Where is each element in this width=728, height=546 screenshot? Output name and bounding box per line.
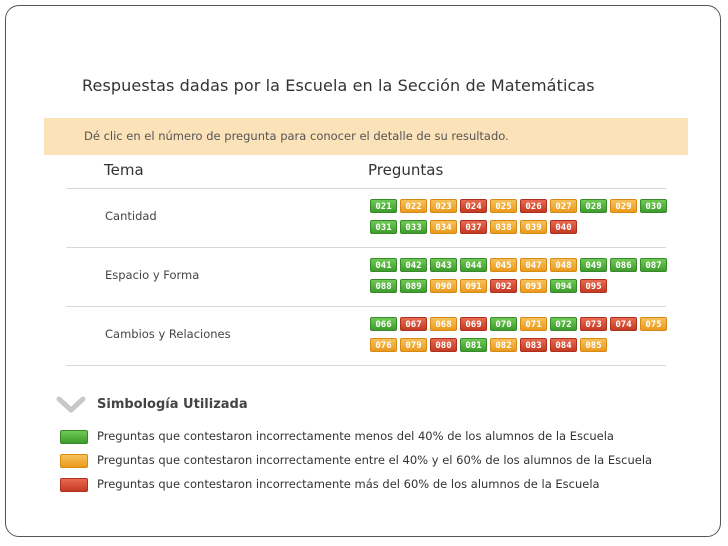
legend-swatch-orange xyxy=(60,454,88,468)
question-button-087[interactable]: 087 xyxy=(640,258,667,272)
question-button-066[interactable]: 066 xyxy=(370,317,397,331)
question-button-047[interactable]: 047 xyxy=(520,258,547,272)
question-button-085[interactable]: 085 xyxy=(580,338,607,352)
question-button-026[interactable]: 026 xyxy=(520,199,547,213)
question-row xyxy=(370,199,667,213)
question-button-076[interactable]: 076 xyxy=(370,338,397,352)
question-button-027[interactable]: 027 xyxy=(550,199,577,213)
legend-text-green: Preguntas que contestaron incorrectamente menos del 40% de los alumnos de la Escuela xyxy=(97,429,614,443)
question-button-082[interactable]: 082 xyxy=(490,338,517,352)
question-button-042[interactable]: 042 xyxy=(400,258,427,272)
question-row xyxy=(370,220,577,234)
question-button-071[interactable]: 071 xyxy=(520,317,547,331)
question-row xyxy=(370,338,607,352)
divider xyxy=(66,306,666,307)
question-button-022[interactable]: 022 xyxy=(400,199,427,213)
question-button-049[interactable]: 049 xyxy=(580,258,607,272)
question-button-023[interactable]: 023 xyxy=(430,199,457,213)
legend-swatch-green xyxy=(60,430,88,444)
page-title: Respuestas dadas por la Escuela en la Sección de Matemáticas xyxy=(82,76,595,95)
legend-text-orange: Preguntas que contestaron incorrectamente entre el 40% y el 60% de los alumnos de la Escuela xyxy=(97,453,653,467)
question-row xyxy=(370,317,667,331)
question-button-089[interactable]: 089 xyxy=(400,279,427,293)
question-button-048[interactable]: 048 xyxy=(550,258,577,272)
legend-text-red: Preguntas que contestaron incorrectamente más del 60% de los alumnos de la Escuela xyxy=(97,477,600,491)
question-button-029[interactable]: 029 xyxy=(610,199,637,213)
question-button-091[interactable]: 091 xyxy=(460,279,487,293)
question-button-084[interactable]: 084 xyxy=(550,338,577,352)
legend-swatch-red xyxy=(60,478,88,492)
question-button-086[interactable]: 086 xyxy=(610,258,637,272)
question-button-033[interactable]: 033 xyxy=(400,220,427,234)
question-button-074[interactable]: 074 xyxy=(610,317,637,331)
question-button-088[interactable]: 088 xyxy=(370,279,397,293)
question-button-037[interactable]: 037 xyxy=(460,220,487,234)
question-row xyxy=(370,258,667,272)
question-button-090[interactable]: 090 xyxy=(430,279,457,293)
divider xyxy=(66,247,666,248)
legend-title: Simbología Utilizada xyxy=(97,397,248,412)
question-button-079[interactable]: 079 xyxy=(400,338,427,352)
question-button-028[interactable]: 028 xyxy=(580,199,607,213)
divider xyxy=(66,188,666,189)
question-button-031[interactable]: 031 xyxy=(370,220,397,234)
question-button-083[interactable]: 083 xyxy=(520,338,547,352)
question-button-025[interactable]: 025 xyxy=(490,199,517,213)
column-header-preguntas: Preguntas xyxy=(368,161,444,179)
question-button-073[interactable]: 073 xyxy=(580,317,607,331)
question-button-034[interactable]: 034 xyxy=(430,220,457,234)
question-button-041[interactable]: 041 xyxy=(370,258,397,272)
question-button-040[interactable]: 040 xyxy=(550,220,577,234)
question-button-081[interactable]: 081 xyxy=(460,338,487,352)
question-button-044[interactable]: 044 xyxy=(460,258,487,272)
instruction-banner xyxy=(44,118,688,155)
instruction-text: Dé clic en el número de pregunta para conocer el detalle de su resultado. xyxy=(84,129,509,143)
question-button-030[interactable]: 030 xyxy=(640,199,667,213)
question-button-070[interactable]: 070 xyxy=(490,317,517,331)
question-button-021[interactable]: 021 xyxy=(370,199,397,213)
question-button-093[interactable]: 093 xyxy=(520,279,547,293)
question-button-038[interactable]: 038 xyxy=(490,220,517,234)
topic-label-cambios-relaciones: Cambios y Relaciones xyxy=(105,327,231,341)
question-button-067[interactable]: 067 xyxy=(400,317,427,331)
question-button-069[interactable]: 069 xyxy=(460,317,487,331)
question-button-072[interactable]: 072 xyxy=(550,317,577,331)
divider xyxy=(66,365,666,366)
question-button-045[interactable]: 045 xyxy=(490,258,517,272)
question-button-095[interactable]: 095 xyxy=(580,279,607,293)
column-header-tema: Tema xyxy=(104,161,144,179)
topic-label-espacio-forma: Espacio y Forma xyxy=(105,268,200,282)
question-button-039[interactable]: 039 xyxy=(520,220,547,234)
question-button-080[interactable]: 080 xyxy=(430,338,457,352)
question-button-024[interactable]: 024 xyxy=(460,199,487,213)
question-button-043[interactable]: 043 xyxy=(430,258,457,272)
chevron-down-icon[interactable] xyxy=(56,395,86,415)
question-row xyxy=(370,279,607,293)
question-button-075[interactable]: 075 xyxy=(640,317,667,331)
question-button-068[interactable]: 068 xyxy=(430,317,457,331)
topic-label-cantidad: Cantidad xyxy=(105,209,157,223)
question-button-092[interactable]: 092 xyxy=(490,279,517,293)
question-button-094[interactable]: 094 xyxy=(550,279,577,293)
